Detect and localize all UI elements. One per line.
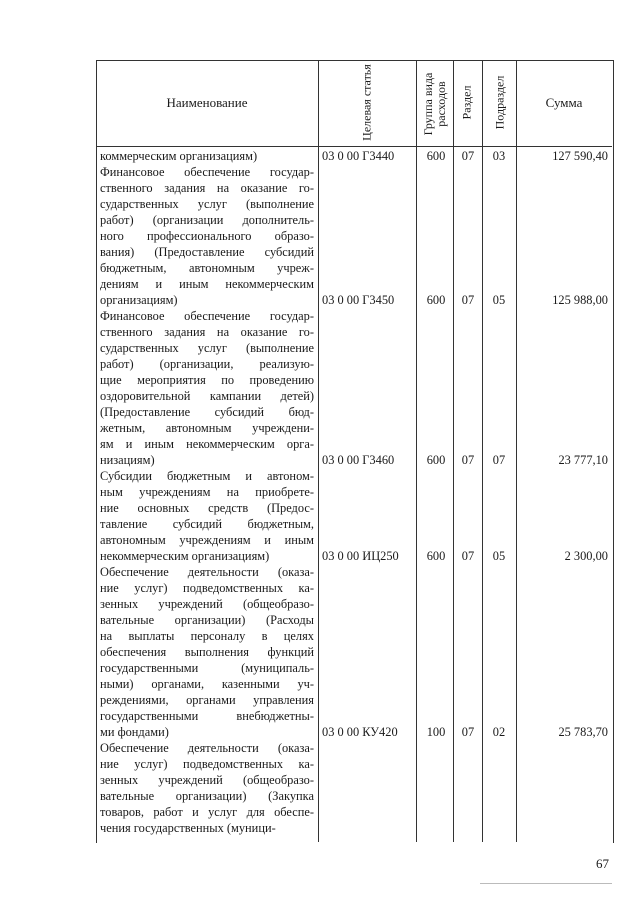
row-subsection: 05 bbox=[492, 549, 506, 563]
column-divider-sum bbox=[516, 60, 517, 842]
header-sum: Сумма bbox=[545, 95, 583, 110]
row-name-line: (Предоставление субсидий бюд- bbox=[100, 405, 314, 419]
row-target-code: 03 0 00 Г3450 bbox=[322, 293, 395, 307]
footer-rule bbox=[480, 883, 612, 884]
column-divider-target bbox=[318, 60, 319, 842]
row-name-line: чения государственных (муници- bbox=[100, 821, 276, 835]
row-section: 07 bbox=[461, 549, 475, 563]
row-target-code: 03 0 00 КУ420 bbox=[322, 725, 398, 739]
row-name-line: товаров, работ и услуг для обеспе- bbox=[100, 805, 314, 819]
row-name-line: зенных учреждений (общеобразо- bbox=[100, 773, 314, 787]
row-name-line: ного профессионального образо- bbox=[100, 229, 314, 243]
row-name-line: реждениями, органами управления bbox=[100, 693, 314, 707]
row-name-line: Обеспечение деятельности (оказа- bbox=[100, 741, 314, 755]
row-target-code: 03 0 00 ИЦ250 bbox=[322, 549, 399, 563]
row-name-line: государственными (муниципаль- bbox=[100, 661, 314, 675]
row-name-line: ными) органами, казенными уч- bbox=[100, 677, 314, 691]
row-name-line: вания) (Предоставление субсидий bbox=[100, 245, 314, 259]
row-name-line: щие мероприятия по проведению bbox=[100, 373, 314, 387]
header-section: Раздел bbox=[459, 85, 474, 120]
row-name-line: работ) (организации дополнитель- bbox=[100, 213, 314, 227]
row-name bbox=[100, 164, 314, 308]
row-expense-group: 600 bbox=[426, 293, 446, 307]
row-name-line: ным учреждениям на приобрете- bbox=[100, 485, 314, 499]
row-name-line: ственного задания на оказание го- bbox=[100, 325, 314, 339]
column-divider-subsection bbox=[482, 60, 483, 842]
row-name-line: ние услуг) подведомственных ка- bbox=[100, 581, 314, 595]
row-name bbox=[100, 148, 314, 164]
row-name-line: коммерческим организациям) bbox=[100, 149, 258, 163]
row-name-line: сударственных услуг (выполнение bbox=[100, 341, 314, 355]
row-name-line: оздоровительной кампании детей) bbox=[100, 389, 314, 403]
row-name-line: вательные организации) (Расходы bbox=[100, 613, 314, 627]
row-name bbox=[100, 564, 314, 740]
column-divider-group bbox=[416, 60, 417, 842]
page-number: 67 bbox=[596, 856, 609, 871]
row-subsection: 03 bbox=[492, 149, 506, 163]
row-expense-group: 600 bbox=[426, 549, 446, 563]
row-name-line: ние услуг) подведомственных ка- bbox=[100, 757, 314, 771]
row-subsection: 05 bbox=[492, 293, 506, 307]
row-name-line: некоммерческим организациям) bbox=[100, 549, 270, 563]
row-target-code: 03 0 00 Г3440 bbox=[322, 149, 395, 163]
header-group: Группа вида расходов bbox=[421, 72, 448, 136]
row-section: 07 bbox=[461, 149, 475, 163]
header-divider bbox=[96, 146, 612, 147]
row-sum: 25 783,70 bbox=[558, 725, 608, 739]
row-name-line: зенных учреждений (общеобразо- bbox=[100, 597, 314, 611]
row-expense-group: 100 bbox=[426, 725, 446, 739]
row-name-line: ние основных средств (Предос- bbox=[100, 501, 314, 515]
row-section: 07 bbox=[461, 453, 475, 467]
row-sum: 125 988,00 bbox=[552, 293, 608, 307]
row-name-line: бюджетным, автономным учреж- bbox=[100, 261, 314, 275]
row-sum: 2 300,00 bbox=[564, 549, 608, 563]
row-expense-group: 600 bbox=[426, 149, 446, 163]
row-name-line: сударственных услуг (выполнение bbox=[100, 197, 314, 211]
row-subsection: 02 bbox=[492, 725, 506, 739]
row-name-line: ми фондами) bbox=[100, 725, 169, 739]
row-name bbox=[100, 740, 314, 836]
row-name-line: обеспечения выполнения функций bbox=[100, 645, 314, 659]
header-subsection: Подраздел bbox=[492, 75, 507, 130]
header-target: Целевая статья bbox=[359, 64, 374, 141]
row-name-line: жетным, автономным учреждени- bbox=[100, 421, 314, 435]
row-name-line: на выплаты персоналу в целях bbox=[100, 629, 314, 643]
row-name-line: Обеспечение деятельности (оказа- bbox=[100, 565, 314, 579]
row-name-line: организациям) bbox=[100, 293, 178, 307]
row-name bbox=[100, 468, 314, 564]
row-name-line: тавление субсидий бюджетным, bbox=[100, 517, 314, 531]
row-sum: 127 590,40 bbox=[552, 149, 608, 163]
row-name-line: Субсидии бюджетным и автоном- bbox=[100, 469, 314, 483]
row-target-code: 03 0 00 Г3460 bbox=[322, 453, 395, 467]
header-name: Наименование bbox=[166, 95, 248, 110]
row-name-line: ям и иным некоммерческим орга- bbox=[100, 437, 314, 451]
row-name-line: работ) (организации, реализую- bbox=[100, 357, 314, 371]
row-name-line: низациям) bbox=[100, 453, 155, 467]
row-name-line: Финансовое обеспечение государ- bbox=[100, 165, 314, 179]
row-name-line: ственного задания на оказание го- bbox=[100, 181, 314, 195]
row-name-line: государственными внебюджетны- bbox=[100, 709, 314, 723]
column-divider-section bbox=[453, 60, 454, 842]
row-expense-group: 600 bbox=[426, 453, 446, 467]
row-name-line: дениям и иным некоммерческим bbox=[100, 277, 314, 291]
row-subsection: 07 bbox=[492, 453, 506, 467]
row-section: 07 bbox=[461, 293, 475, 307]
row-sum: 23 777,10 bbox=[558, 453, 608, 467]
row-name-line: автономным учреждениям и иным bbox=[100, 533, 314, 547]
row-name bbox=[100, 308, 314, 468]
row-name-line: Финансовое обеспечение государ- bbox=[100, 309, 314, 323]
row-name-line: вательные организации) (Закупка bbox=[100, 789, 314, 803]
row-section: 07 bbox=[461, 725, 475, 739]
